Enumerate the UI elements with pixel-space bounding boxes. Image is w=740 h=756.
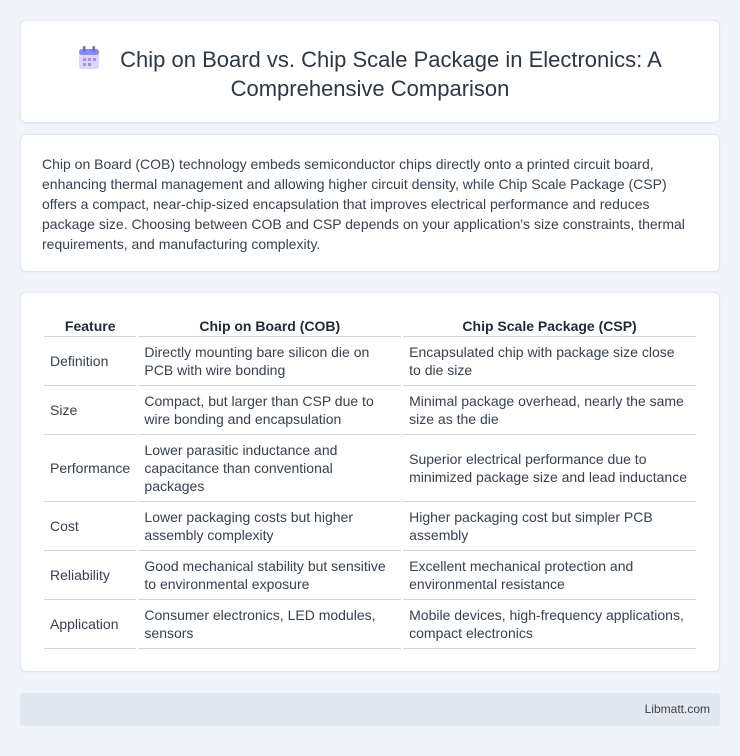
comparison-card (20, 292, 720, 672)
csp-cell: Higher packaging cost but simpler PCB assembly (403, 502, 696, 551)
intro-paragraph: Chip on Board (COB) technology embeds semiconductor chips directly onto a printed circuit board, enhancing thermal management and allowing higher circuit density, while Chip Scale Package (CSP) offers a compact, near-chip-sized encapsulation that improves electrical performance and reduces package size. Choosing between COB and CSP depends on your application's size constraints, thermal requirements, and manufacturing complexity. (42, 156, 685, 252)
cob-cell: Lower parasitic inductance and capacitance than conventional packages (138, 435, 401, 502)
feature-cell: Definition (44, 337, 136, 386)
feature-cell: Performance (44, 435, 136, 502)
csp-cell: Mobile devices, high-frequency applications, compact electronics (403, 600, 696, 649)
csp-cell: Superior electrical performance due to minimized package size and lead inductance (403, 435, 696, 502)
cob-cell: Compact, but larger than CSP due to wire bonding and encapsulation (138, 386, 401, 435)
cob-cell: Lower packaging costs but higher assembly complexity (138, 502, 401, 551)
table-row (44, 386, 696, 435)
table-row (44, 337, 696, 386)
document-icon (78, 46, 100, 70)
feature-cell: Reliability (44, 551, 136, 600)
table-row (44, 600, 696, 649)
footer-brand-link[interactable]: Libmatt.com (644, 702, 710, 716)
cob-cell: Good mechanical stability but sensitive to environmental exposure (138, 551, 401, 600)
table-header-row (44, 315, 696, 337)
feature-cell: Size (44, 386, 136, 435)
cob-cell: Consumer electronics, LED modules, sensors (138, 600, 401, 649)
csp-cell: Encapsulated chip with package size close to die size (403, 337, 696, 386)
header-feature: Feature (44, 315, 136, 337)
header-card (20, 20, 720, 123)
table-row (44, 435, 696, 502)
page-title-text: Chip on Board vs. Chip Scale Package in Electronics: A Comprehensive Comparison (120, 47, 662, 101)
footer-bar (20, 693, 720, 726)
comparison-table (42, 315, 698, 649)
cob-cell: Directly mounting bare silicon die on PCB with wire bonding (138, 337, 401, 386)
csp-cell: Minimal package overhead, nearly the same size as the die (403, 386, 696, 435)
feature-cell: Application (44, 600, 136, 649)
csp-cell: Excellent mechanical protection and environmental resistance (403, 551, 696, 600)
feature-cell: Cost (44, 502, 136, 551)
table-row (44, 502, 696, 551)
header-csp: Chip Scale Package (CSP) (403, 315, 696, 337)
page-title (21, 45, 719, 103)
intro-card (20, 134, 720, 272)
header-cob: Chip on Board (COB) (138, 315, 401, 337)
table-row (44, 551, 696, 600)
